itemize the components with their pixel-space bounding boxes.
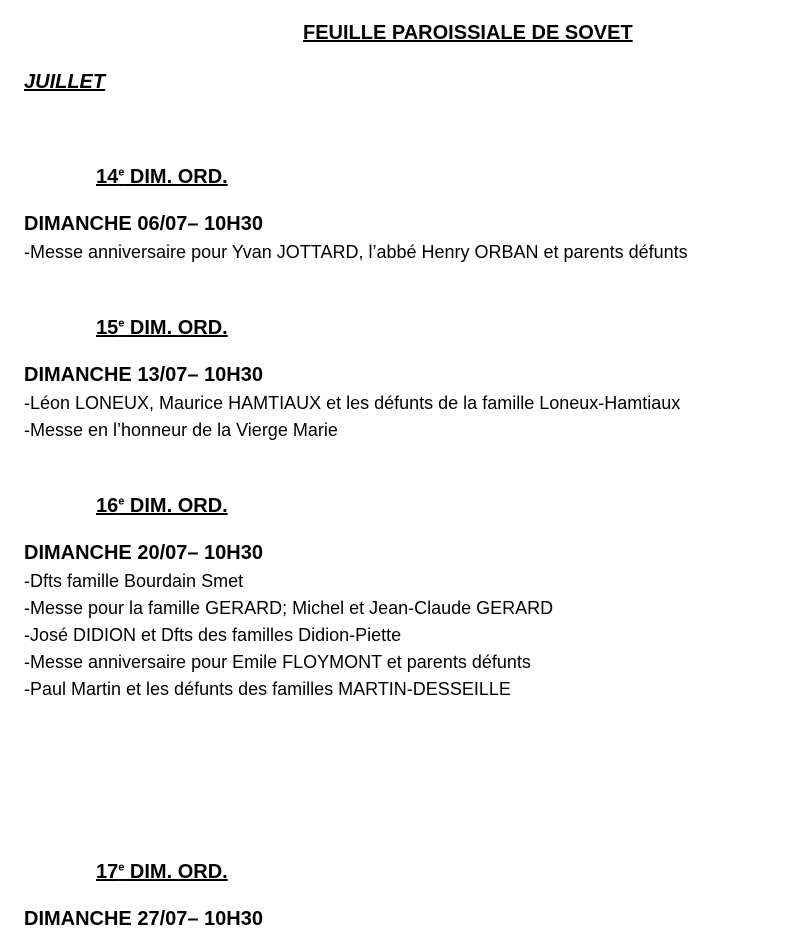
intention-line: -Dfts famille Bourdain Smet <box>24 571 244 591</box>
sunday-heading <box>96 165 794 189</box>
intention-line: -Messe pour la famille GERARD; Michel et Jean-Claude GERARD <box>24 598 554 618</box>
sunday-heading <box>96 494 794 518</box>
mass-date: DIMANCHE 27/07– 10H30 <box>24 908 263 930</box>
sunday-number: 16 <box>96 495 119 517</box>
mass-section-14 <box>24 165 794 266</box>
sunday-heading <box>96 316 794 340</box>
document-title: FEUILLE PAROISSIALE DE SOVET <box>303 22 633 44</box>
month-heading: JUILLET <box>24 71 106 93</box>
mass-date: DIMANCHE 06/07– 10H30 <box>24 213 263 235</box>
sunday-label: DIM. ORD. <box>124 166 228 188</box>
intention-line: -José DIDION et Dfts des familles Didion-Piette <box>24 625 402 645</box>
intention-list <box>24 390 794 444</box>
sunday-number: 14 <box>96 166 119 188</box>
mass-date: DIMANCHE 20/07– 10H30 <box>24 542 263 564</box>
sunday-label: DIM. ORD. <box>124 861 228 883</box>
mass-section-15 <box>24 316 794 444</box>
ordinal-suffix: e <box>118 317 125 330</box>
intention-line: -Messe en l’honneur de la Vierge Marie <box>24 420 338 440</box>
mass-section-16 <box>24 494 794 703</box>
mass-section-17 <box>24 860 794 931</box>
mass-date: DIMANCHE 13/07– 10H30 <box>24 364 263 386</box>
intention-line: -Paul Martin et les défunts des familles MARTIN-DESSEILLE <box>24 679 511 699</box>
sunday-label: DIM. ORD. <box>124 495 228 517</box>
sunday-label: DIM. ORD. <box>124 317 228 339</box>
ordinal-suffix: e <box>118 495 125 508</box>
intention-line: -Messe anniversaire pour Yvan JOTTARD, l’abbé Henry ORBAN et parents défunts <box>24 242 688 262</box>
sunday-number: 15 <box>96 317 119 339</box>
intention-line: -Léon LONEUX, Maurice HAMTIAUX et les défunts de la famille Loneux-Hamtiaux <box>24 393 681 413</box>
intention-line: -Messe anniversaire pour Emile FLOYMONT et parents défunts <box>24 652 531 672</box>
ordinal-suffix: e <box>118 861 125 874</box>
intention-list <box>24 568 794 703</box>
sunday-number: 17 <box>96 861 119 883</box>
ordinal-suffix: e <box>118 166 125 179</box>
intention-list <box>24 239 794 266</box>
sunday-heading <box>96 860 794 884</box>
